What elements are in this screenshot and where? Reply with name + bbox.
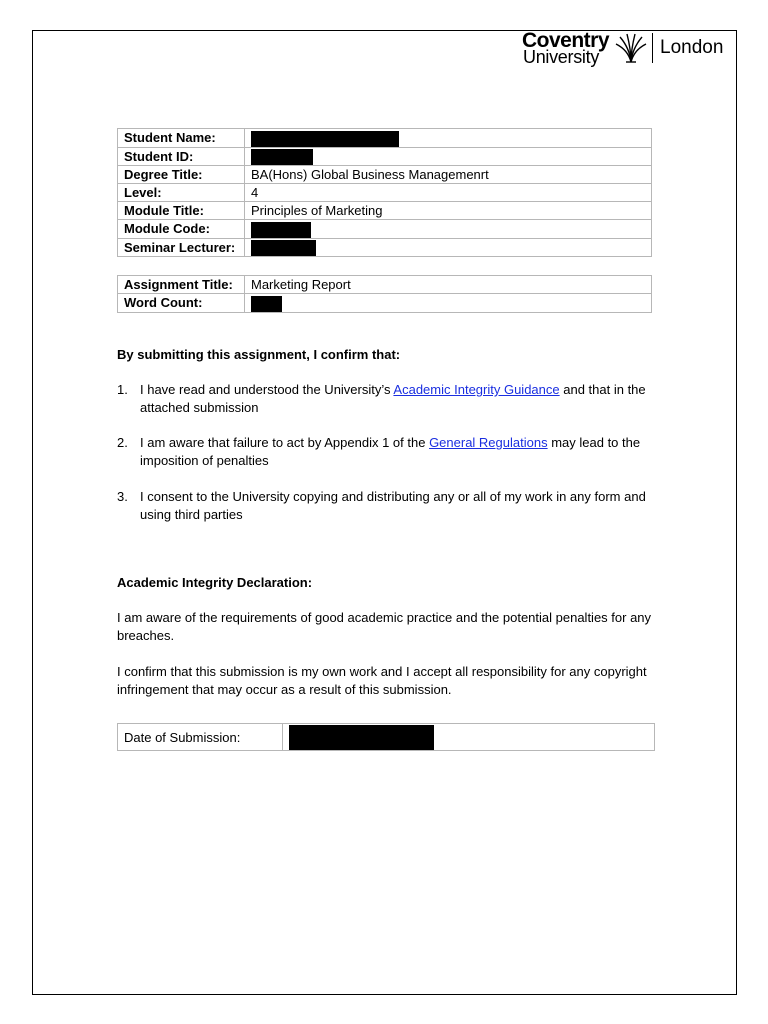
logo-line1: Coventry xyxy=(522,29,610,52)
student-info-table xyxy=(117,128,652,257)
redacted-block xyxy=(251,240,316,256)
date-value xyxy=(283,724,655,751)
field-label: Degree Title: xyxy=(118,166,245,184)
coventry-university-logo xyxy=(522,31,738,71)
logo-line2: University xyxy=(523,47,600,67)
item-text-pre: I have read and understood the University’s xyxy=(140,382,394,397)
document-page xyxy=(32,30,737,995)
field-label: Assignment Title: xyxy=(118,276,245,294)
list-item xyxy=(117,381,647,417)
declaration-heading: Academic Integrity Declaration: xyxy=(117,575,313,590)
item-text-post: may lead to the imposition of penalties xyxy=(140,435,641,468)
field-value xyxy=(245,294,652,313)
redacted-block xyxy=(251,222,311,238)
item-text-post: and that in the attached submission xyxy=(140,382,646,415)
field-label: Seminar Lecturer: xyxy=(118,238,245,257)
phoenix-icon xyxy=(612,32,650,64)
confirm-heading: By submitting this assignment, I confirm that: xyxy=(117,347,401,362)
list-number: 3. xyxy=(117,489,128,504)
list-number: 2. xyxy=(117,435,128,450)
date-label: Date of Submission: xyxy=(118,724,283,751)
table-row xyxy=(118,238,652,257)
table-row xyxy=(118,166,652,184)
field-label: Student Name: xyxy=(118,129,245,148)
date-of-submission-table xyxy=(117,723,655,751)
table-row xyxy=(118,147,652,166)
item-link[interactable]: General Regulations xyxy=(429,435,548,450)
field-value: Marketing Report xyxy=(245,276,652,294)
table-row xyxy=(118,202,652,220)
list-item-text xyxy=(140,381,647,417)
field-label: Student ID: xyxy=(118,147,245,166)
field-label: Level: xyxy=(118,184,245,202)
redacted-block xyxy=(251,296,282,312)
list-item-text xyxy=(140,488,647,524)
declaration-paragraph-1: I am aware of the requirements of good academic practice and the potential penalties for any breaches. xyxy=(117,610,652,643)
field-label: Word Count: xyxy=(118,294,245,313)
field-value xyxy=(245,220,652,239)
item-text-pre: I consent to the University copying and distributing any or all of my work in any form and using third parties xyxy=(140,489,646,522)
item-link[interactable]: Academic Integrity Guidance xyxy=(393,382,560,397)
table-row xyxy=(118,276,652,294)
redacted-block xyxy=(289,725,434,750)
table-row xyxy=(118,294,652,313)
redacted-block xyxy=(251,149,313,165)
declaration-paragraph-2: I confirm that this submission is my own work and I accept all responsibility for any copyright infringement that may occur as a result of this submission. xyxy=(117,664,647,697)
field-label: Module Code: xyxy=(118,220,245,239)
field-label: Module Title: xyxy=(118,202,245,220)
field-value xyxy=(245,238,652,257)
item-text-pre: I am aware that failure to act by Appendix 1 of the xyxy=(140,435,430,450)
logo-city: London xyxy=(660,37,724,58)
list-item xyxy=(117,434,647,470)
field-value xyxy=(245,147,652,166)
list-item xyxy=(117,488,647,524)
field-value: 4 xyxy=(245,184,652,202)
list-item-text xyxy=(140,434,647,470)
field-value xyxy=(245,129,652,148)
redacted-block xyxy=(251,131,399,147)
field-value: Principles of Marketing xyxy=(245,202,652,220)
table-row xyxy=(118,184,652,202)
assignment-info-table xyxy=(117,275,652,313)
field-value: BA(Hons) Global Business Managemenrt xyxy=(245,166,652,184)
logo-separator xyxy=(652,33,653,63)
table-row xyxy=(118,220,652,239)
list-number: 1. xyxy=(117,382,128,397)
table-row xyxy=(118,129,652,148)
